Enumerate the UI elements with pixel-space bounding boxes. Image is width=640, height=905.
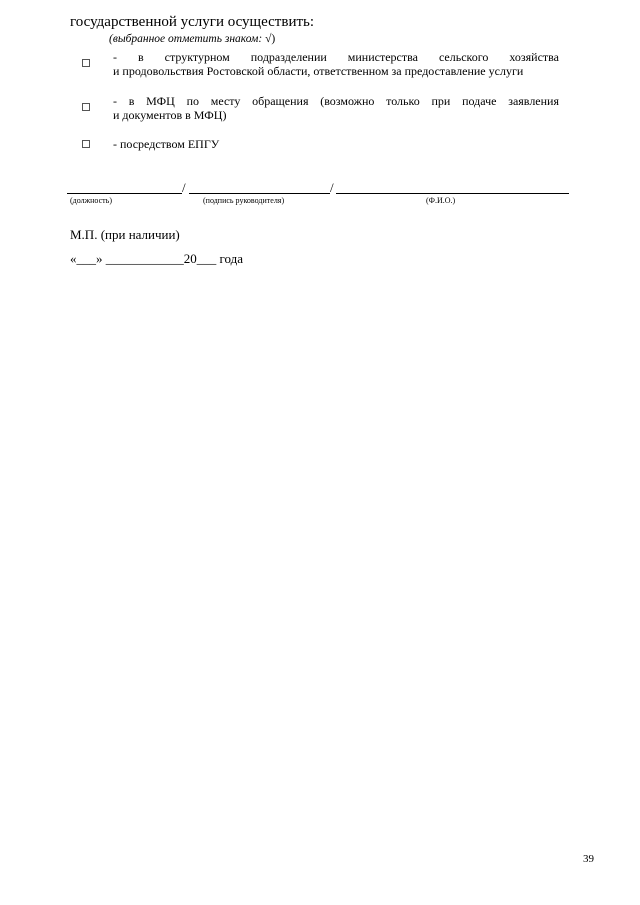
option-checkbox-epgu[interactable]: [82, 140, 90, 148]
option-epgu-line1: - посредством ЕПГУ: [113, 137, 220, 151]
caption-signature: (подпись руководителя): [203, 196, 285, 205]
caption-full-name: (Ф.И.О.): [426, 196, 456, 205]
option-ministry: [113, 50, 559, 78]
option-ministry-line2: и продовольствия Ростовской области, ответственном за предоставление услуги: [113, 64, 524, 78]
section-heading: государственной услуги осуществить:: [70, 14, 315, 30]
caption-position: (должность): [70, 196, 112, 205]
checkmark-symbol: √): [265, 33, 276, 45]
signature-separator-2: /: [330, 180, 334, 195]
option-epgu: [113, 137, 559, 151]
position-line: [67, 193, 182, 194]
page-number: 39: [583, 853, 594, 865]
signature-separator-1: /: [182, 180, 186, 195]
selection-hint: [109, 33, 275, 45]
option-mfc-line2: и документов в МФЦ): [113, 108, 227, 122]
option-ministry-line1: - в структурном подразделении министерства сельского хозяйства: [113, 50, 559, 64]
option-mfc-line1: - в МФЦ по месту обращения (возможно только при подаче заявления: [113, 94, 559, 108]
option-checkbox-mfc[interactable]: [82, 103, 90, 111]
selection-hint-text: (выбранное отметить знаком:: [109, 33, 263, 45]
signature-line: [189, 193, 330, 194]
signature-row: [67, 180, 569, 194]
seal-placeholder: М.П. (при наличии): [70, 227, 180, 242]
option-mfc: [113, 94, 559, 122]
option-checkbox-ministry[interactable]: [82, 59, 90, 67]
date-line: «___» ____________20___ года: [70, 251, 244, 266]
full-name-line: [336, 193, 569, 194]
